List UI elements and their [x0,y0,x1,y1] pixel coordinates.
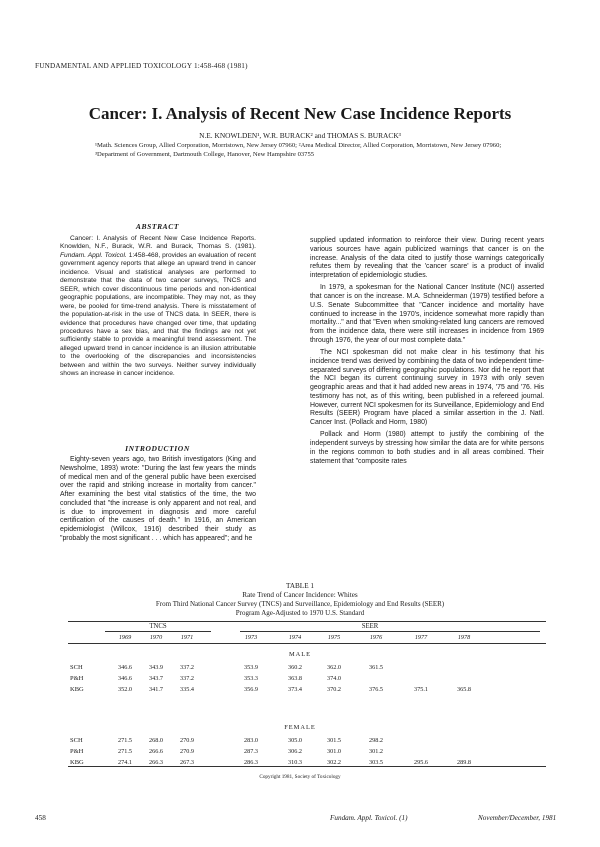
tncs-rule [105,631,211,632]
table-cell: 352.0 [118,686,132,693]
table-cell: 341.7 [149,686,163,693]
year-header: 1974 [288,634,302,641]
table-cell: 305.0 [288,737,302,744]
table-label: TABLE 1 [286,582,314,590]
body-paragraph-1: supplied updated information to reinforce their view. During recent years various sources have again publicized warnings that cancer is on the increase. Analysis of the data cited to justify those warnings categorically refutes them by revealing that the 'cancer scare' is a product of invalid interpretation of epidemiologic studies. [310,237,544,279]
table-cell: 363.8 [288,675,302,682]
year-header: 1978 [457,634,471,641]
year-header: 1975 [327,634,341,641]
introduction-block [60,456,256,544]
table-cell: 267.3 [180,759,194,766]
table-cell: 271.5 [118,737,132,744]
abstract-block [60,235,256,379]
row-label: SCH [70,664,83,671]
page-number: 458 [35,814,46,822]
row-label: P&H [70,748,84,755]
table-cell: 286.3 [244,759,258,766]
table-cell: 289.8 [457,759,471,766]
table-cell: 373.4 [288,686,302,693]
table-cell: 362.0 [327,664,341,671]
table-cell: 306.2 [288,748,302,755]
section-label-male: MALE [288,651,312,658]
table-cell: 343.9 [149,664,163,671]
table-cell: 274.1 [118,759,132,766]
row-label: P&H [70,675,84,682]
table-title: Rate Trend of Cancer Incidence: Whites [242,591,358,599]
table-cell: 270.9 [180,737,194,744]
year-header: 1976 [369,634,383,641]
introduction-paragraph: Eighty-seven years ago, two British investigators (King and Newsholme, 1893) wrote: "During the last few years the minds of medical men and of the general public have been exercised over the rapid and striking increase in mortality from cancer." After examining the best vital statistics of the time, the two concluded that "the increase is only apparent and not real, and is due to improvement in diagnosis and more careful certification of the causes of death." In 1916, an American epidemiologist (Willcox, 1916) described their study as "probably the most significant . . . which has appeared"; and he [60,456,256,542]
footer-journal: Fundam. Appl. Toxicol. (1) [330,814,408,822]
table-cell: 374.0 [327,675,341,682]
table-cell: 337.2 [180,664,194,671]
year-header: 1969 [118,634,132,641]
year-header: 1971 [180,634,194,641]
introduction-heading: INTRODUCTION [125,444,190,453]
table-cell: 361.5 [369,664,383,671]
row-label: KBG [70,759,84,766]
table-cell: 335.4 [180,686,194,693]
abstract-body: 1:458-468, provides an evaluation of recent government agency reports that allege an upward trend in cancer incidence. Visual and statistical analyses are performed to demonstrate that the data of two cancer surveys, TNCS and SEER, which cover discontinuous time periods and non-identical geographic populations, are incompatible. They may not, as they were, be pooled for time-trend analysis. There is misstatement of the population-at-risk in the use of TNCS data. In SEER, there is evidence that procedures have changed over time, that updating procedures have a sex bias, and that the findings are not yet sufficiently stable to provide a meaningful trend assessment. The alleged upward trend in cancer incidence is an illusion attributable to the overlooking of the discrepancies and inconsistencies between and within the two surveys. Neither survey individually shows an increase in cancer incidence. [60,251,256,378]
body-paragraph-4: Pollack and Horm (1980) attempt to justify the combining of the independent surveys by stressing how similar the data are for white persons in the regions common to both studies and in all areas combined. Their statement that "composite rates [310,431,544,465]
body-paragraph-3: The NCI spokesman did not make clear in his testimony that his incidence trend was derived by combining the data of two independent time-separated surveys of differing geographic populations. Nor did he report that the NCI began its current continuing survey in 1973 with only seven geographic areas and that it had added new areas in 1974, '75 and '76. His testimony has not, as of this writing, been published in a refereed journal. However, current NCI spokesmen for its Surveillance, Epidemiology and End Results (SEER) Program have placed a similar assertion in the J. Natl. Cancer Inst. (Pollack and Horm, 1980) [310,349,545,426]
section-label-female: FEMALE [284,724,316,731]
right-column [310,237,544,470]
table-cell: 337.2 [180,675,194,682]
group-header-tncs: TNCS [149,623,167,630]
running-head: FUNDAMENTAL AND APPLIED TOXICOLOGY 1:458-468 (1981) [35,62,248,70]
table-cell: 283.0 [244,737,258,744]
table-cell: 343.7 [149,675,163,682]
table-bottom-rule [68,766,546,767]
table-cell: 346.6 [118,675,132,682]
table-cell: 356.9 [244,686,258,693]
table-cell: 295.6 [414,759,428,766]
table-cell: 376.5 [369,686,383,693]
abstract-text [60,235,256,379]
abstract-journal: Fundam. Appl. Toxicol. [60,251,127,259]
year-header: 1970 [149,634,163,641]
table-cell: 268.0 [149,737,163,744]
table-cell: 353.3 [244,675,258,682]
table-cell: 370.2 [327,686,341,693]
author-affiliations: ¹Math. Sciences Group, Allied Corporation, Morristown, New Jersey 07960; ²Area Medical Director, Allied Corporation, Morristown, New Jersey 07960; ³Department of Government, Dartmouth College, Hanover, New Hampshire 03755 [95,142,502,158]
table-cell: 353.9 [244,664,258,671]
copyright-notice: Copyright 1981, Society of Toxicology [259,774,341,780]
table-cell: 270.9 [180,748,194,755]
table-cell: 266.6 [149,748,163,755]
year-header: 1977 [414,634,428,641]
group-header-seer: SEER [361,623,379,630]
table-cell: 365.8 [457,686,471,693]
table-subtitle: From Third National Cancer Survey (TNCS) and Surveillance, Epidemiology and End Results (SEER) Program Age-Adjusted to 1970 U.S. Standard [155,600,445,617]
footer-date: November/December, 1981 [478,814,557,822]
abstract-heading: ABSTRACT [135,222,180,231]
body-paragraph-2: In 1979, a spokesman for the National Cancer Institute (NCI) asserted that cancer is on the increase. M.A. Schneiderman (1979) testified before a U.S. Senate Subcommittee that "Cancer incidence and mortality have continued to increase in the 1970's, incidence somewhat more rapidly than mortality..." and that "Even when smoking-related lung cancers are removed from the incidence data, there were still increases in incidence from 1969 through 1976, the year of our most complete data." [310,284,544,344]
author-list: N.E. KNOWLDEN¹, W.R. BURACK² and THOMAS S. BURACK³ [199,131,401,140]
table-cell: 360.2 [288,664,302,671]
table-cell: 375.1 [414,686,428,693]
seer-rule [240,631,540,632]
row-label: SCH [70,737,83,744]
table-cell: 302.2 [327,759,341,766]
table-cell: 346.6 [118,664,132,671]
table-cell: 266.3 [149,759,163,766]
row-label: KBG [70,686,84,693]
table-cell: 301.5 [327,737,341,744]
table-cell: 310.3 [288,759,302,766]
article-title: Cancer: I. Analysis of Recent New Case Incidence Reports [88,104,512,123]
table-cell: 303.5 [369,759,383,766]
table-cell: 301.0 [327,748,341,755]
table-cell: 271.5 [118,748,132,755]
table-cell: 287.3 [244,748,258,755]
table-top-rule [68,621,546,622]
table-cell: 298.2 [369,737,383,744]
abstract-citation: Cancer: I. Analysis of Recent New Case Incidence Reports. Knowlden, N.F., Burack, W.R. and Burack, Thomas S. (1981). [60,235,256,251]
table-cell: 301.2 [369,748,383,755]
year-header: 1973 [244,634,258,641]
header-rule [68,643,546,644]
